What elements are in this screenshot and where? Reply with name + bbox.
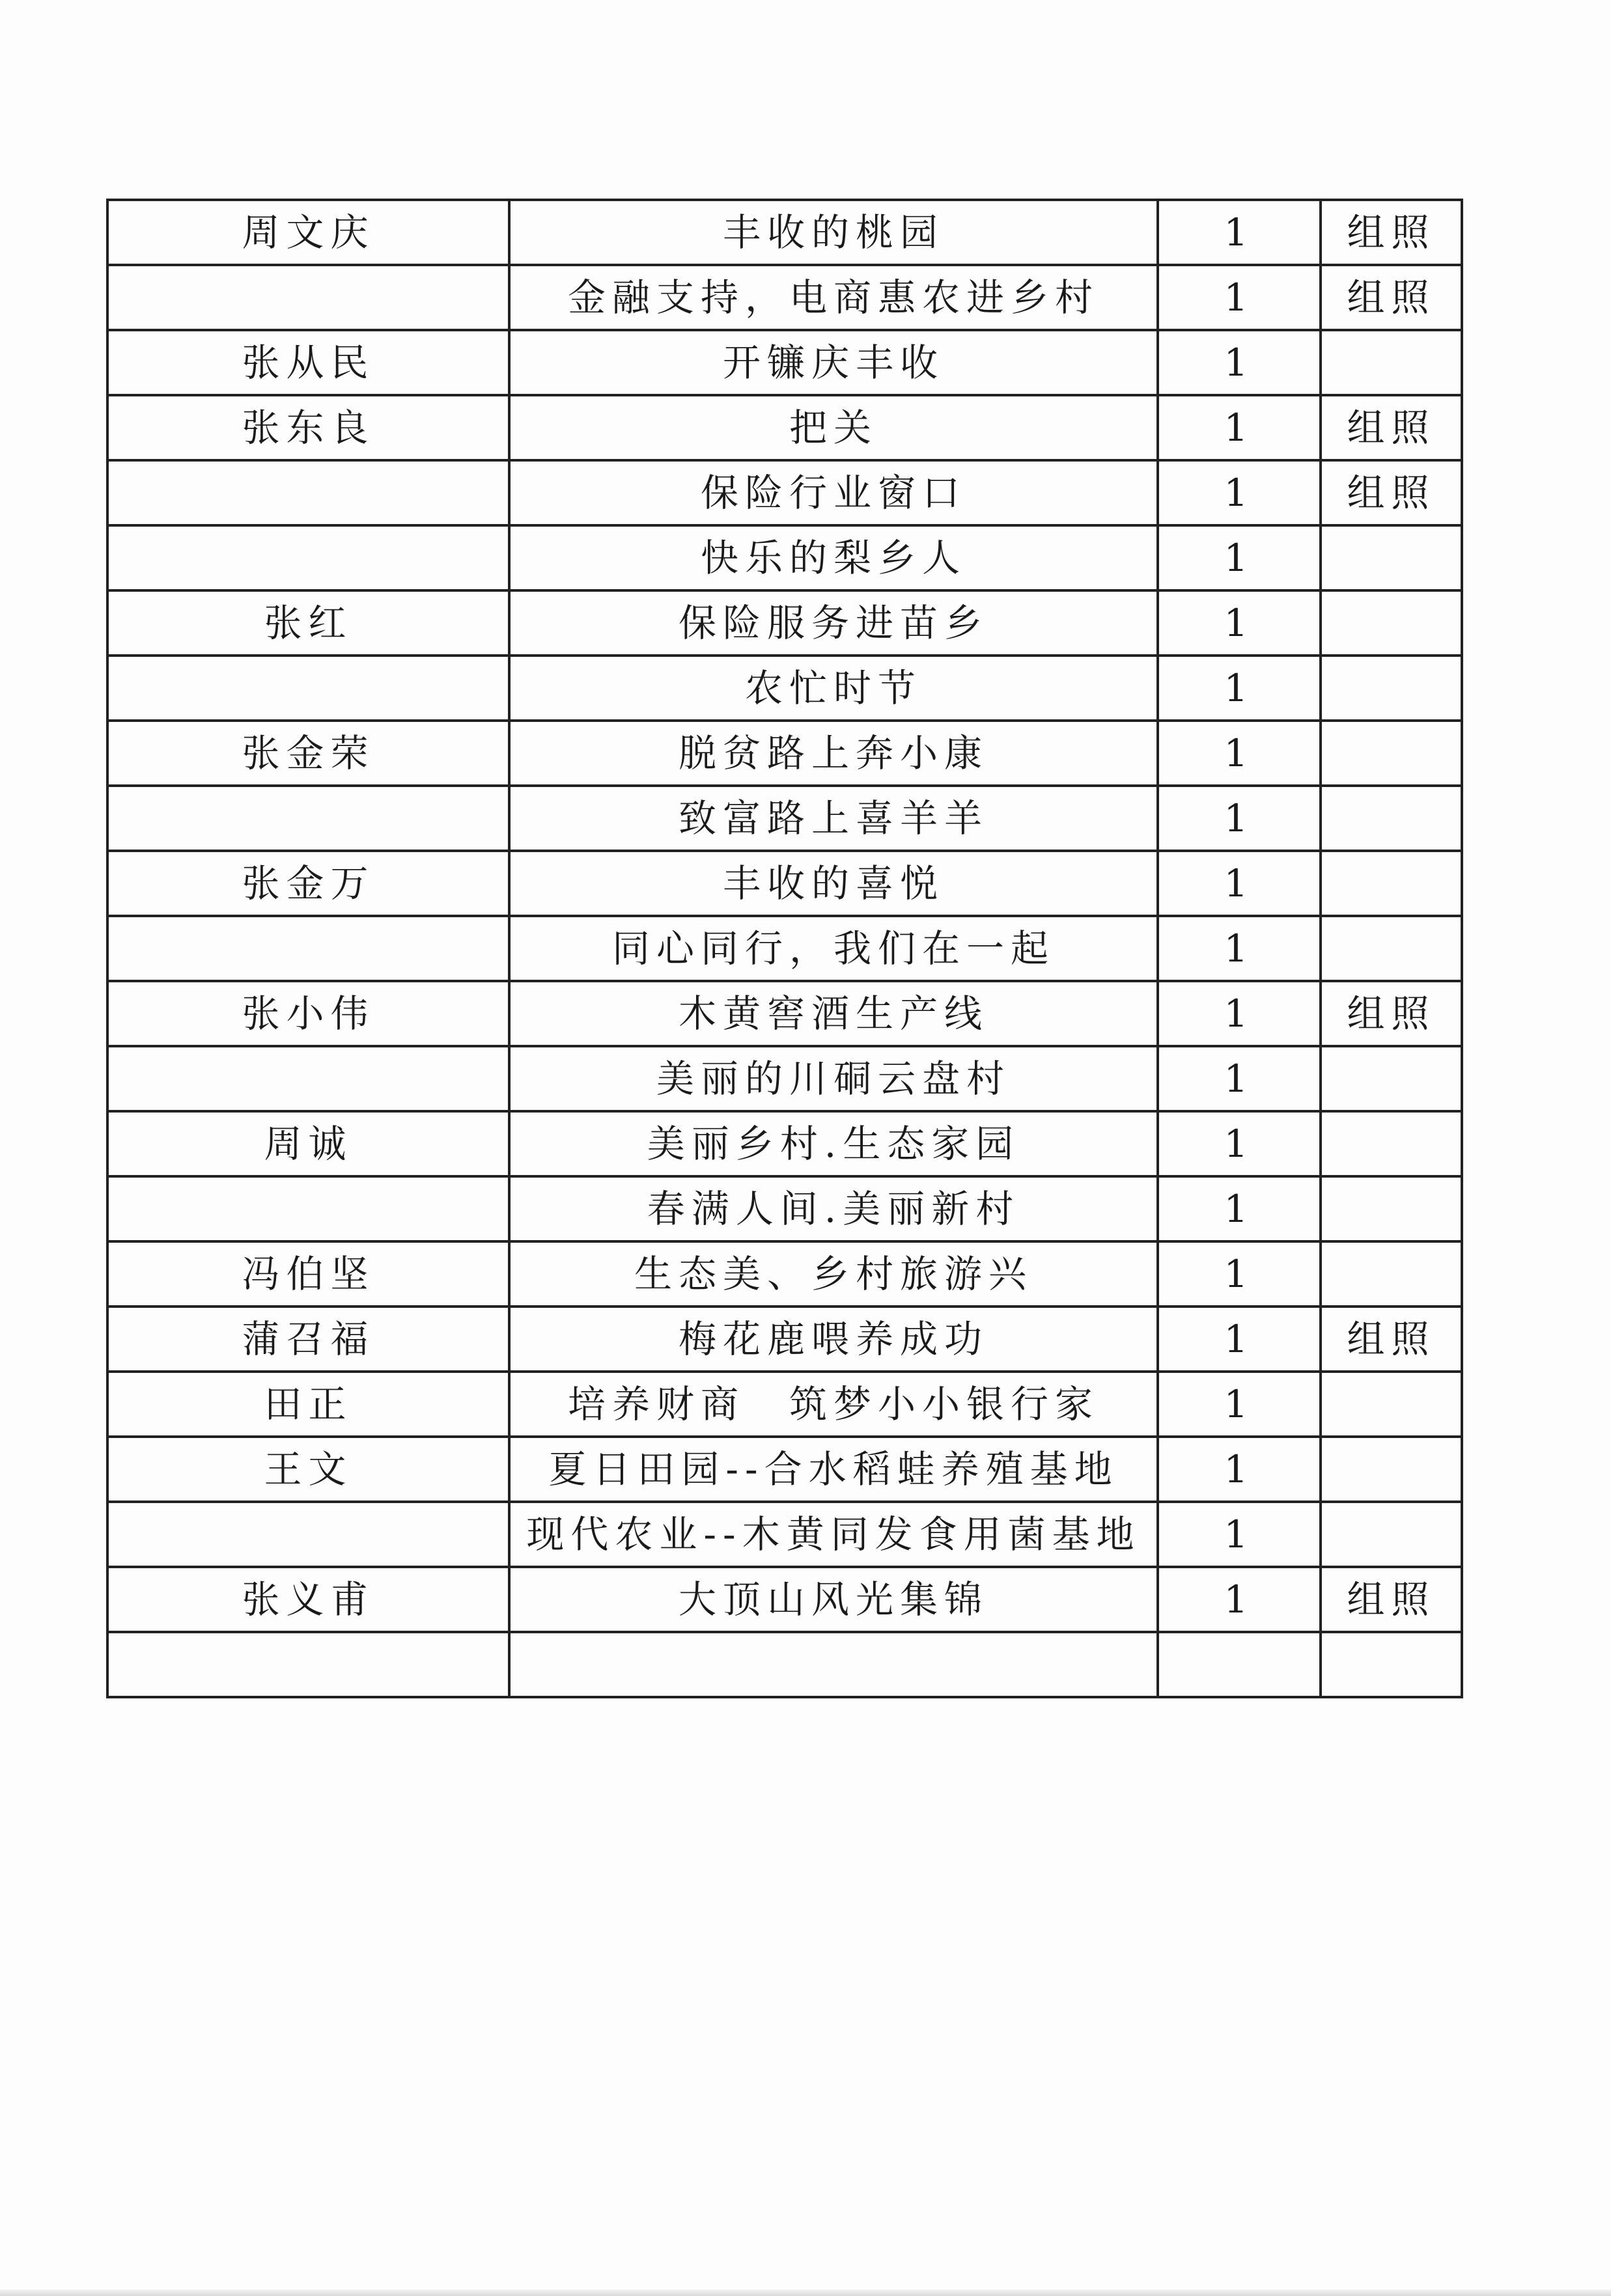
author-cell [107, 786, 509, 851]
scan-edge [0, 2289, 1611, 2296]
count-cell: 1 [1158, 981, 1321, 1046]
note-cell: 组照 [1321, 1567, 1462, 1632]
note-cell [1321, 721, 1462, 786]
table-row [107, 1307, 1462, 1372]
note-cell: 组照 [1321, 460, 1462, 525]
table-row [107, 1502, 1462, 1567]
note-cell [1321, 1241, 1462, 1307]
author-cell: 张东良 [107, 395, 509, 460]
author-cell [107, 525, 509, 590]
count-cell: 1 [1158, 1176, 1321, 1241]
count-cell: 1 [1158, 200, 1321, 265]
table-row [107, 1241, 1462, 1307]
count-cell: 1 [1158, 721, 1321, 786]
table-row [107, 265, 1462, 330]
count-cell: 1 [1158, 1502, 1321, 1567]
author-cell: 张红 [107, 590, 509, 656]
title-cell: 致富路上喜羊羊 [509, 786, 1158, 851]
table-row [107, 590, 1462, 656]
table-row [107, 916, 1462, 981]
count-cell: 1 [1158, 786, 1321, 851]
note-cell [1321, 916, 1462, 981]
table-row [107, 1437, 1462, 1502]
note-cell [1321, 590, 1462, 656]
note-cell [1321, 1502, 1462, 1567]
author-cell: 冯伯坚 [107, 1241, 509, 1307]
count-cell: 1 [1158, 265, 1321, 330]
title-cell: 生态美、乡村旅游兴 [509, 1241, 1158, 1307]
title-cell: 大顶山风光集锦 [509, 1567, 1158, 1632]
title-cell: 保险服务进苗乡 [509, 590, 1158, 656]
author-cell [107, 1632, 509, 1697]
note-cell: 组照 [1321, 200, 1462, 265]
title-cell: 梅花鹿喂养成功 [509, 1307, 1158, 1372]
count-cell: 1 [1158, 1046, 1321, 1111]
title-cell: 开镰庆丰收 [509, 330, 1158, 395]
note-cell: 组照 [1321, 395, 1462, 460]
note-cell [1321, 1176, 1462, 1241]
count-cell: 1 [1158, 1567, 1321, 1632]
table-row [107, 1046, 1462, 1111]
author-cell [107, 265, 509, 330]
entries-table [106, 199, 1463, 1698]
table-row [107, 330, 1462, 395]
table-row [107, 1111, 1462, 1176]
table-row [107, 1372, 1462, 1437]
author-cell: 蒲召福 [107, 1307, 509, 1372]
table-row [107, 656, 1462, 721]
count-cell: 1 [1158, 1241, 1321, 1307]
author-cell [107, 460, 509, 525]
title-cell: 夏日田园--合水稻蛙养殖基地 [509, 1437, 1158, 1502]
title-cell: 保险行业窗口 [509, 460, 1158, 525]
count-cell: 1 [1158, 656, 1321, 721]
table-row [107, 721, 1462, 786]
author-cell: 田正 [107, 1372, 509, 1437]
count-cell: 1 [1158, 851, 1321, 916]
count-cell: 1 [1158, 460, 1321, 525]
title-cell: 快乐的梨乡人 [509, 525, 1158, 590]
count-cell: 1 [1158, 916, 1321, 981]
author-cell: 张金荣 [107, 721, 509, 786]
note-cell [1321, 1632, 1462, 1697]
author-cell: 张小伟 [107, 981, 509, 1046]
author-cell: 周文庆 [107, 200, 509, 265]
table-row [107, 786, 1462, 851]
note-cell [1321, 1372, 1462, 1437]
title-cell: 把关 [509, 395, 1158, 460]
table-row [107, 851, 1462, 916]
title-cell: 美丽乡村.生态家园 [509, 1111, 1158, 1176]
title-cell: 农忙时节 [509, 656, 1158, 721]
note-cell [1321, 656, 1462, 721]
note-cell: 组照 [1321, 265, 1462, 330]
note-cell [1321, 1046, 1462, 1111]
note-cell [1321, 525, 1462, 590]
table-row [107, 1176, 1462, 1241]
title-cell: 木黄窖酒生产线 [509, 981, 1158, 1046]
title-cell: 脱贫路上奔小康 [509, 721, 1158, 786]
table-row [107, 1567, 1462, 1632]
note-cell [1321, 1437, 1462, 1502]
count-cell: 1 [1158, 395, 1321, 460]
title-cell: 春满人间.美丽新村 [509, 1176, 1158, 1241]
table-row [107, 1632, 1462, 1697]
author-cell: 周诚 [107, 1111, 509, 1176]
note-cell [1321, 851, 1462, 916]
author-cell: 张金万 [107, 851, 509, 916]
entries-table-body [107, 200, 1462, 1697]
count-cell [1158, 1632, 1321, 1697]
title-cell [509, 1632, 1158, 1697]
author-cell [107, 916, 509, 981]
title-cell: 同心同行，我们在一起 [509, 916, 1158, 981]
table-row [107, 395, 1462, 460]
note-cell [1321, 786, 1462, 851]
note-cell [1321, 1111, 1462, 1176]
table-row [107, 981, 1462, 1046]
count-cell: 1 [1158, 525, 1321, 590]
title-cell: 丰收的喜悦 [509, 851, 1158, 916]
note-cell: 组照 [1321, 1307, 1462, 1372]
author-cell [107, 1046, 509, 1111]
count-cell: 1 [1158, 330, 1321, 395]
count-cell: 1 [1158, 590, 1321, 656]
count-cell: 1 [1158, 1372, 1321, 1437]
author-cell: 张从民 [107, 330, 509, 395]
title-cell: 美丽的川硐云盘村 [509, 1046, 1158, 1111]
table-row [107, 525, 1462, 590]
author-cell: 张义甫 [107, 1567, 509, 1632]
table-row [107, 200, 1462, 265]
title-cell: 金融支持，电商惠农进乡村 [509, 265, 1158, 330]
count-cell: 1 [1158, 1437, 1321, 1502]
note-cell: 组照 [1321, 981, 1462, 1046]
note-cell [1321, 330, 1462, 395]
title-cell: 丰收的桃园 [509, 200, 1158, 265]
author-cell [107, 1502, 509, 1567]
count-cell: 1 [1158, 1111, 1321, 1176]
count-cell: 1 [1158, 1307, 1321, 1372]
title-cell: 培养财商 筑梦小小银行家 [509, 1372, 1158, 1437]
title-cell: 现代农业--木黄同发食用菌基地 [509, 1502, 1158, 1567]
table-row [107, 460, 1462, 525]
author-cell [107, 1176, 509, 1241]
author-cell: 王文 [107, 1437, 509, 1502]
author-cell [107, 656, 509, 721]
